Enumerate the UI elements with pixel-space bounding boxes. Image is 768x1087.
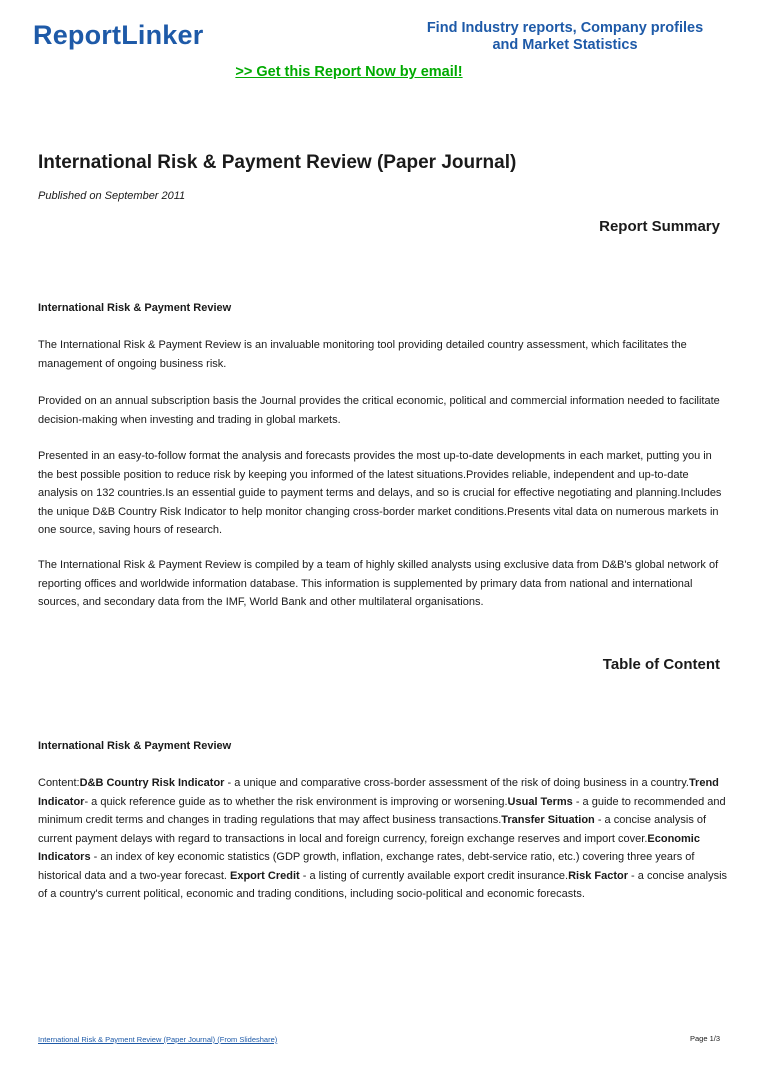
toc-subheading: International Risk & Payment Review	[38, 740, 232, 752]
tagline-line-2: and Market Statistics	[492, 37, 638, 53]
table-of-content-heading: Table of Content	[602, 656, 720, 673]
toc-content	[38, 774, 730, 904]
report-title: International Risk & Payment Review (Paper Journal)	[38, 152, 517, 173]
summary-subheading: International Risk & Payment Review	[38, 302, 232, 314]
published-date: Published on September 2011	[38, 190, 186, 202]
footer-source-link[interactable]: International Risk & Payment Review (Paper Journal) (From Slideshare)	[38, 1035, 278, 1044]
summary-paragraph: The International Risk & Payment Review is compiled by a team of highly skilled analysts using exclusive data from D&B's global network of reporting offices and worldwide information database. This information is supplemented by primary data from national and international sources, and secondary data from the IMF, World Bank and other multilateral organisations.	[38, 559, 719, 608]
summary-paragraph: The International Risk & Payment Review is an invaluable monitoring tool providing detailed country assessment, which facilitates the management of ongoing business risk.	[38, 339, 687, 370]
report-summary-heading: Report Summary	[599, 218, 720, 235]
toc-desc: - a listing of currently available export credit insurance.	[299, 869, 569, 882]
toc-desc: - a quick reference guide as to whether the risk environment is improving or worsening.	[84, 795, 508, 808]
toc-desc: - a concise analysis of current payment delays with regard to transactions in local and foreign currency, foreign exchange reserves and import cover.	[38, 814, 707, 845]
toc-desc: - an index of key economic statistics (GDP growth, inflation, exchange rates, debt-service ratio, etc.) covering three years of historical data and a two-year forecast.	[38, 851, 695, 882]
header-tagline	[400, 20, 730, 54]
toc-term: Economic Indicators	[38, 832, 700, 863]
toc-desc: - a unique and comparative cross-border assessment of the risk of doing business in a country.	[224, 777, 689, 789]
summary-paragraph: Presented in an easy-to-follow format the analysis and forecasts provides the most up-to-date developments in each market, putting you in the best possible position to reduce risk by keeping you informed of the latest situations.Provides reliable, independent and up-to-date analysis on 132 countries.Is an essential guide to payment terms and delays, and so is crucial for effective negotiating and planning.Includes the unique D&B Country Risk Indicator to help monitor changing cross-border market conditions.Presents vital data on numerous markets in one source, saving hours of research.	[38, 450, 722, 536]
toc-desc: - a concise analysis of a country's current political, economic and trading conditions, including socio-political and economic forecasts.	[38, 869, 728, 900]
toc-term: Transfer Situation	[501, 814, 595, 826]
toc-term: Usual Terms	[507, 795, 573, 808]
toc-term: Export Credit	[229, 869, 300, 882]
toc-content-prefix: Content:	[38, 777, 80, 789]
summary-paragraph: Provided on an annual subscription basis the Journal provides the critical economic, political and commercial information needed to facilitate decision-making when investing and trading in global markets.	[38, 395, 720, 426]
tagline-line-1: Find Industry reports, Company profiles	[426, 20, 704, 36]
brand-logo[interactable]: ReportLinker	[33, 20, 204, 50]
page-number: Page 1/3	[689, 1034, 720, 1043]
toc-term: Risk Factor	[568, 869, 628, 882]
toc-term: D&B Country Risk Indicator	[79, 777, 225, 789]
toc-desc: - a guide to recommended and minimum credit terms and changes in trading regulations that may affect business transactions.	[38, 795, 726, 826]
get-report-link[interactable]: >> Get this Report Now by email!	[235, 64, 463, 80]
toc-term: Trend Indicator	[38, 777, 719, 808]
